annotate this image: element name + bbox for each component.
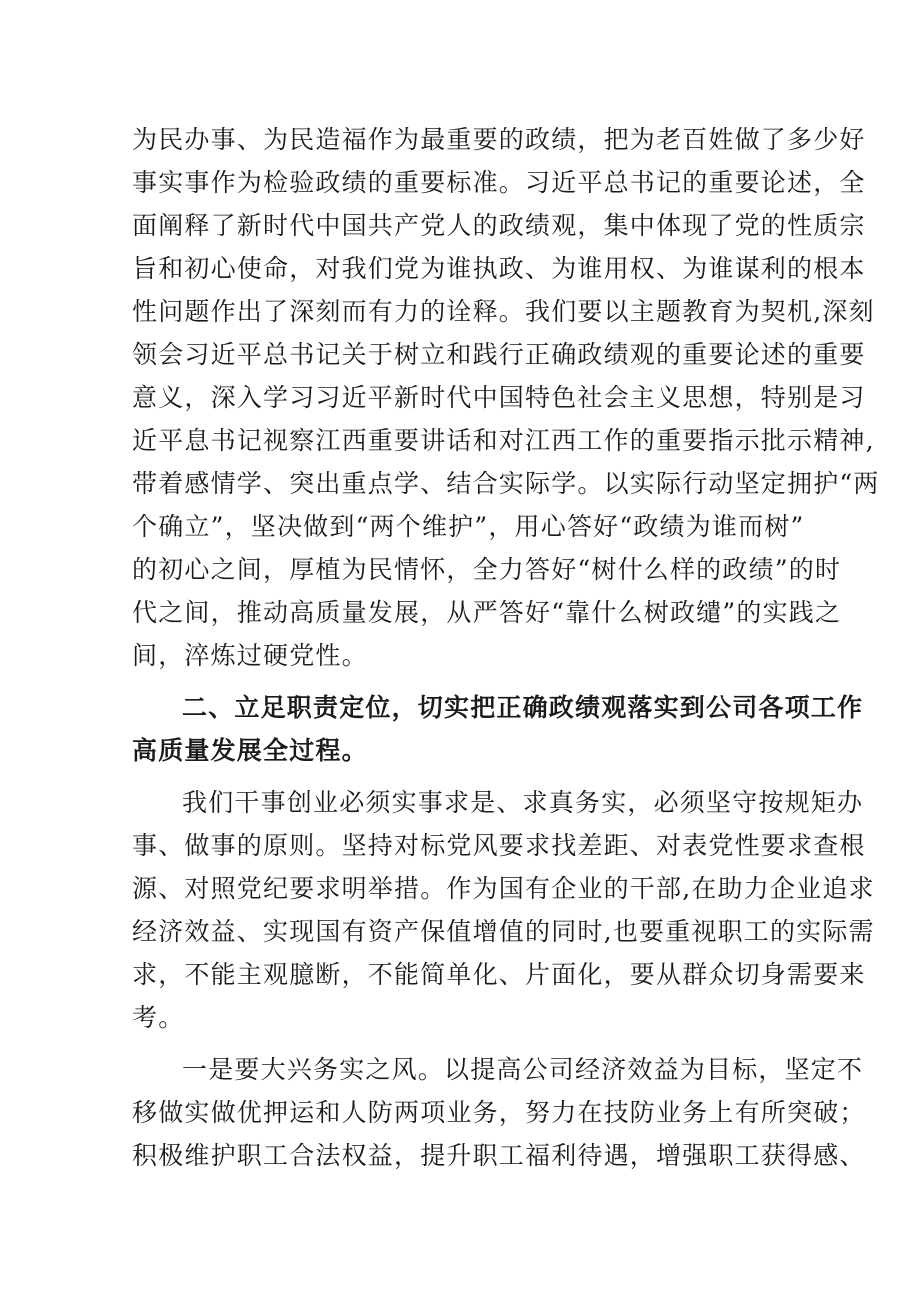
- text-line: 积极维护职工合法权益，提升职工福利待遇，增强职工获得感、: [132, 1141, 866, 1170]
- text-line: 的初心之间，厚植为民情怀，全力答好“树什么样的政绩”的时: [132, 555, 842, 584]
- paragraph-gap: [132, 1039, 792, 1048]
- text-line: 近平息书记视察江西重要讲话和对江西工作的重要指示批示精神,: [132, 426, 875, 455]
- heading-line: 高质量发展全过程。: [132, 736, 368, 765]
- text-line: 个确立”，坚决做到“两个维护”，用心答好“政绩为谁而树”: [132, 512, 805, 541]
- paragraph-1: [132, 118, 880, 677]
- text-line: 性问题作出了深刻而有力的诠释。我们要以主题教育为契机,深刻: [132, 297, 875, 326]
- paragraph-gap: [132, 772, 792, 781]
- text-line: 经济效益、实现国有资产保值增值的同时,也要重视职工的实际需: [132, 917, 875, 946]
- text-line: 旨和初心使命，对我们党为谁执政、为谁用权、为谁谋利的根本: [132, 254, 866, 283]
- text-line: 为民办事、为民造福作为最重要的政绩，把为老百姓做了多少好: [132, 125, 866, 154]
- text-line: 我们干事创业必须实事求是、求真务实，必须坚守按规矩办: [182, 788, 864, 817]
- paragraph-gap: [132, 677, 792, 686]
- text-line: 事实事作为检验政绩的重要标准。习近平总书记的重要论述，全: [132, 168, 866, 197]
- text-line: 意义，深入学习习近平新时代中国特色社会主义思想，特别是习: [132, 383, 866, 412]
- text-line: 领会习近平总书记关于树立和践行正确政绩观的重要论述的重要: [132, 340, 866, 369]
- paragraph-3: [132, 1048, 866, 1177]
- document-page: [132, 118, 880, 1177]
- text-line: 面阐释了新时代中国共产党人的政绩观，集中体现了党的性质宗: [132, 211, 866, 240]
- text-line: 移做实做优押运和人防两项业务，努力在技防业务上有所突破；: [132, 1098, 866, 1127]
- text-line: 带着感情学、突出重点学、结合实际学。以实际行动坚定拥护“两: [132, 469, 880, 498]
- text-line: 代之间，推动高质量发展，从严答好“靠什么树政缱”的实践之: [132, 598, 842, 627]
- text-line: 一是要大兴务实之风。以提高公司经济效益为目标，坚定不: [182, 1055, 864, 1084]
- text-line: 求，不能主观臆断，不能简单化、片面化，要从群众切身需要来: [132, 960, 866, 989]
- text-line: 间，淬炼过硬党性。: [132, 641, 368, 670]
- text-line: 考。: [132, 1003, 185, 1032]
- text-line: 事、做事的原则。坚持对标党风要求找差距、对表党性要求查根: [132, 831, 866, 860]
- heading-line: 二、立足职责定位，切实把正确政绩观落实到公司各项工作: [182, 693, 864, 722]
- section-heading-2: [132, 686, 864, 772]
- paragraph-2: [132, 781, 875, 1039]
- text-line: 源、对照党纪要求明举措。作为国有企业的干部,在助力企业追求: [132, 874, 875, 903]
